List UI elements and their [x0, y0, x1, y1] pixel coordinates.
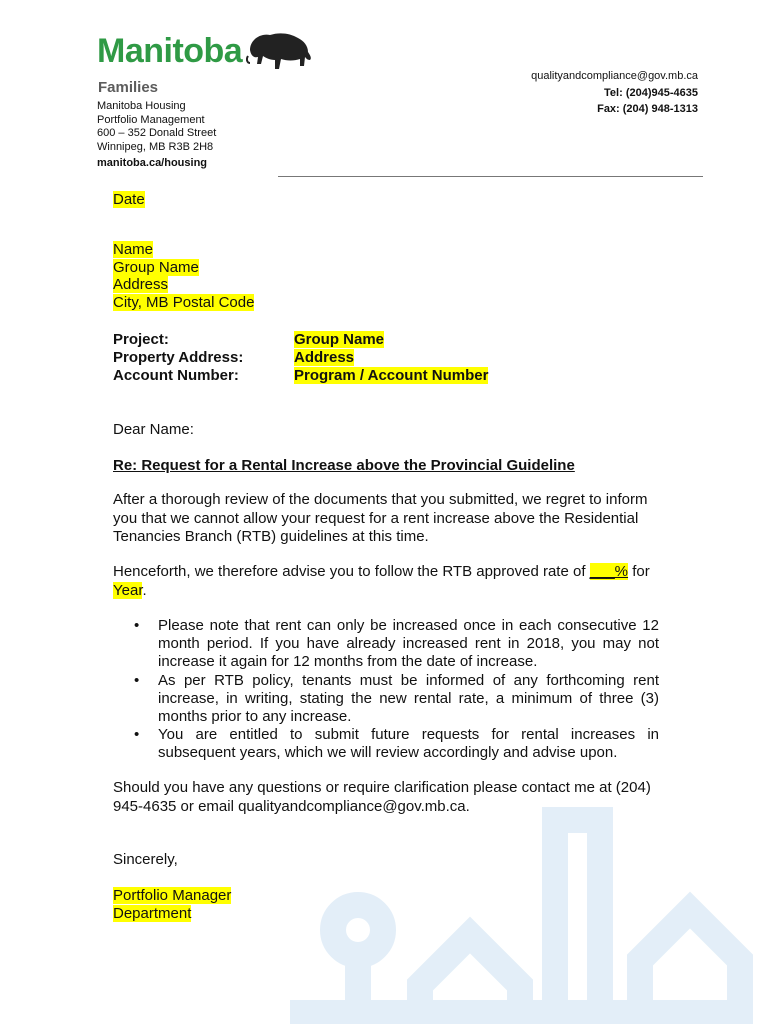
bullet-text: Please note that rent can only be increased once in each consecutive 12 month period. If you have already increased rent in 2018, you may not increase it again for 12 months from the date of increase.: [158, 617, 659, 671]
contact-info: [531, 68, 698, 118]
bullet-icon: •: [134, 671, 140, 689]
signature-title: Portfolio Manager: [113, 887, 232, 904]
paragraph-1: After a thorough review of the documents that you submitted, we regret to inform you that we cannot allow your request for a rent increase above the Residential Tenancies Branch (RTB) guidelines at this time.: [113, 491, 648, 545]
bullet-icon: •: [134, 617, 140, 634]
bullet-text: As per RTB policy, tenants must be informed of any forthcoming rent increase, in writing, stating the new rental rate, a minimum of three (3) months prior to any increase.: [158, 671, 659, 726]
rate-blank: ___%: [589, 563, 629, 580]
year-placeholder: Year: [113, 581, 143, 599]
list-item: [113, 726, 659, 762]
bullet-list: [113, 617, 659, 763]
subject-line: Re: Request for a Rental Increase above the Provincial Guideline: [113, 457, 575, 474]
closing: Sincerely,: [113, 851, 178, 868]
logo-wordmark: Manitoba: [97, 32, 243, 70]
header-divider: [278, 176, 703, 177]
project-values: [294, 331, 488, 385]
address-line: Portfolio Management: [97, 113, 205, 126]
property-address-value: Address: [294, 349, 355, 366]
address-line: Winnipeg, MB R3B 2H8: [97, 140, 214, 153]
paragraph-2-for: for: [628, 563, 650, 580]
paragraph-2-end: .: [142, 581, 147, 599]
address-line: Manitoba Housing: [97, 100, 186, 112]
account-number-label: Account Number:: [113, 367, 239, 384]
bison-icon: [246, 30, 316, 80]
property-address-label: Property Address:: [113, 349, 244, 366]
logo-department: Families: [98, 79, 159, 96]
address-line: 600 – 352 Donald Street: [97, 127, 217, 139]
bullet-text: You are entitled to submit future requests for rental increases in subsequent years, which we will review accordingly and advise upon.: [158, 726, 659, 762]
recipient-block: [113, 241, 254, 311]
letter-date: [113, 191, 145, 209]
recipient-name: Name: [113, 241, 154, 258]
signature-department: Department: [113, 905, 192, 922]
paragraph-3: Should you have any questions or require clarification please contact me at (204) 945-4635 or email qualityandcompliance@gov.mb.ca.: [113, 779, 651, 815]
recipient-city: City, MB Postal Code: [113, 293, 255, 311]
manitoba-logo: [97, 32, 243, 96]
contact-email[interactable]: qualityandcompliance@gov.mb.ca: [531, 70, 698, 82]
project-labels: [113, 331, 243, 385]
contact-fax: Fax: (204) 948-1313: [597, 103, 698, 115]
project-label: Project:: [113, 331, 169, 348]
project-value: Group Name: [294, 331, 385, 348]
paragraph-2: [113, 563, 659, 600]
salutation: Dear Name:: [113, 421, 194, 438]
sender-address: [97, 100, 216, 154]
website-link[interactable]: manitoba.ca/housing: [97, 157, 208, 169]
list-item: [113, 617, 659, 672]
paragraph-2-text: Henceforth, we therefore advise you to follow the RTB approved rate of: [113, 563, 590, 580]
recipient-group: Group Name: [113, 258, 199, 276]
account-number-value: Program / Account Number: [294, 367, 489, 384]
list-item: [113, 672, 659, 727]
signature-block: [113, 887, 231, 923]
bullet-icon: •: [134, 726, 140, 744]
recipient-address: Address: [113, 276, 169, 293]
date-placeholder: Date: [113, 191, 145, 208]
contact-tel: Tel: (204)945-4635: [604, 86, 698, 99]
